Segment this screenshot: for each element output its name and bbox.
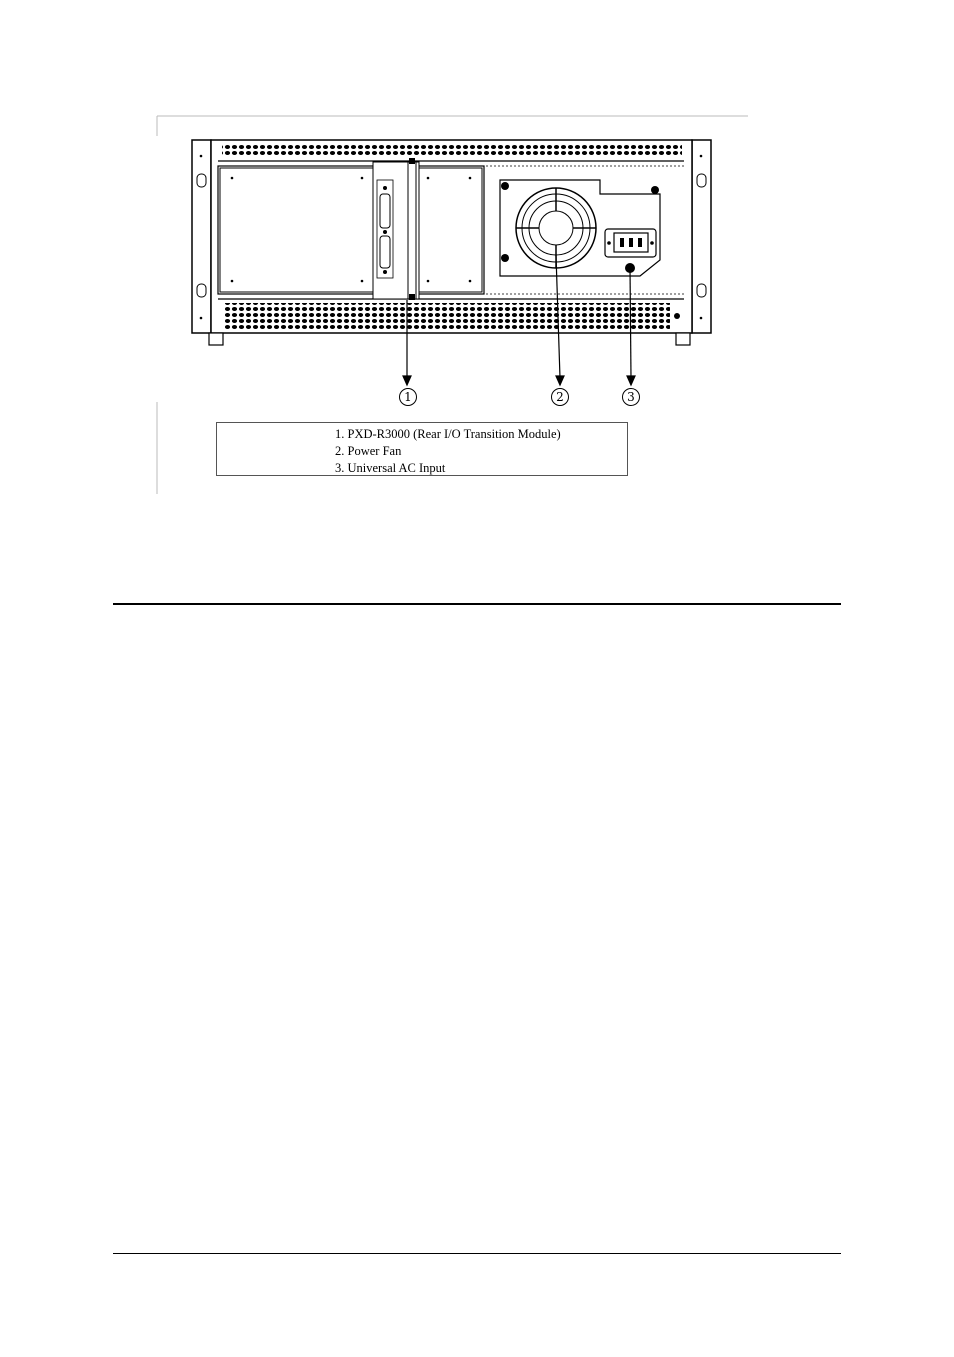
left-foot [209, 333, 223, 345]
chassis-rear-view-diagram [0, 0, 954, 560]
footer-divider [113, 1253, 841, 1254]
callout-3: 3 [622, 388, 640, 406]
rear-io-transition-module [373, 158, 419, 300]
legend-item-3: 3. Universal AC Input [335, 461, 446, 475]
bottom-vent-strip [225, 303, 670, 330]
callout-2: 2 [551, 388, 569, 406]
section-divider [113, 603, 841, 605]
right-rack-ear [692, 140, 711, 333]
right-foot [676, 333, 690, 345]
legend-item-2: 2. Power Fan [335, 444, 402, 458]
blank-panel-right [419, 168, 482, 292]
left-rack-ear [192, 140, 211, 333]
figure-legend [216, 422, 628, 476]
callout-1: 1 [399, 388, 417, 406]
blank-panel-left [220, 168, 373, 292]
top-vent-strip [222, 143, 682, 155]
legend-item-1: 1. PXD-R3000 (Rear I/O Transition Module) [335, 427, 561, 441]
